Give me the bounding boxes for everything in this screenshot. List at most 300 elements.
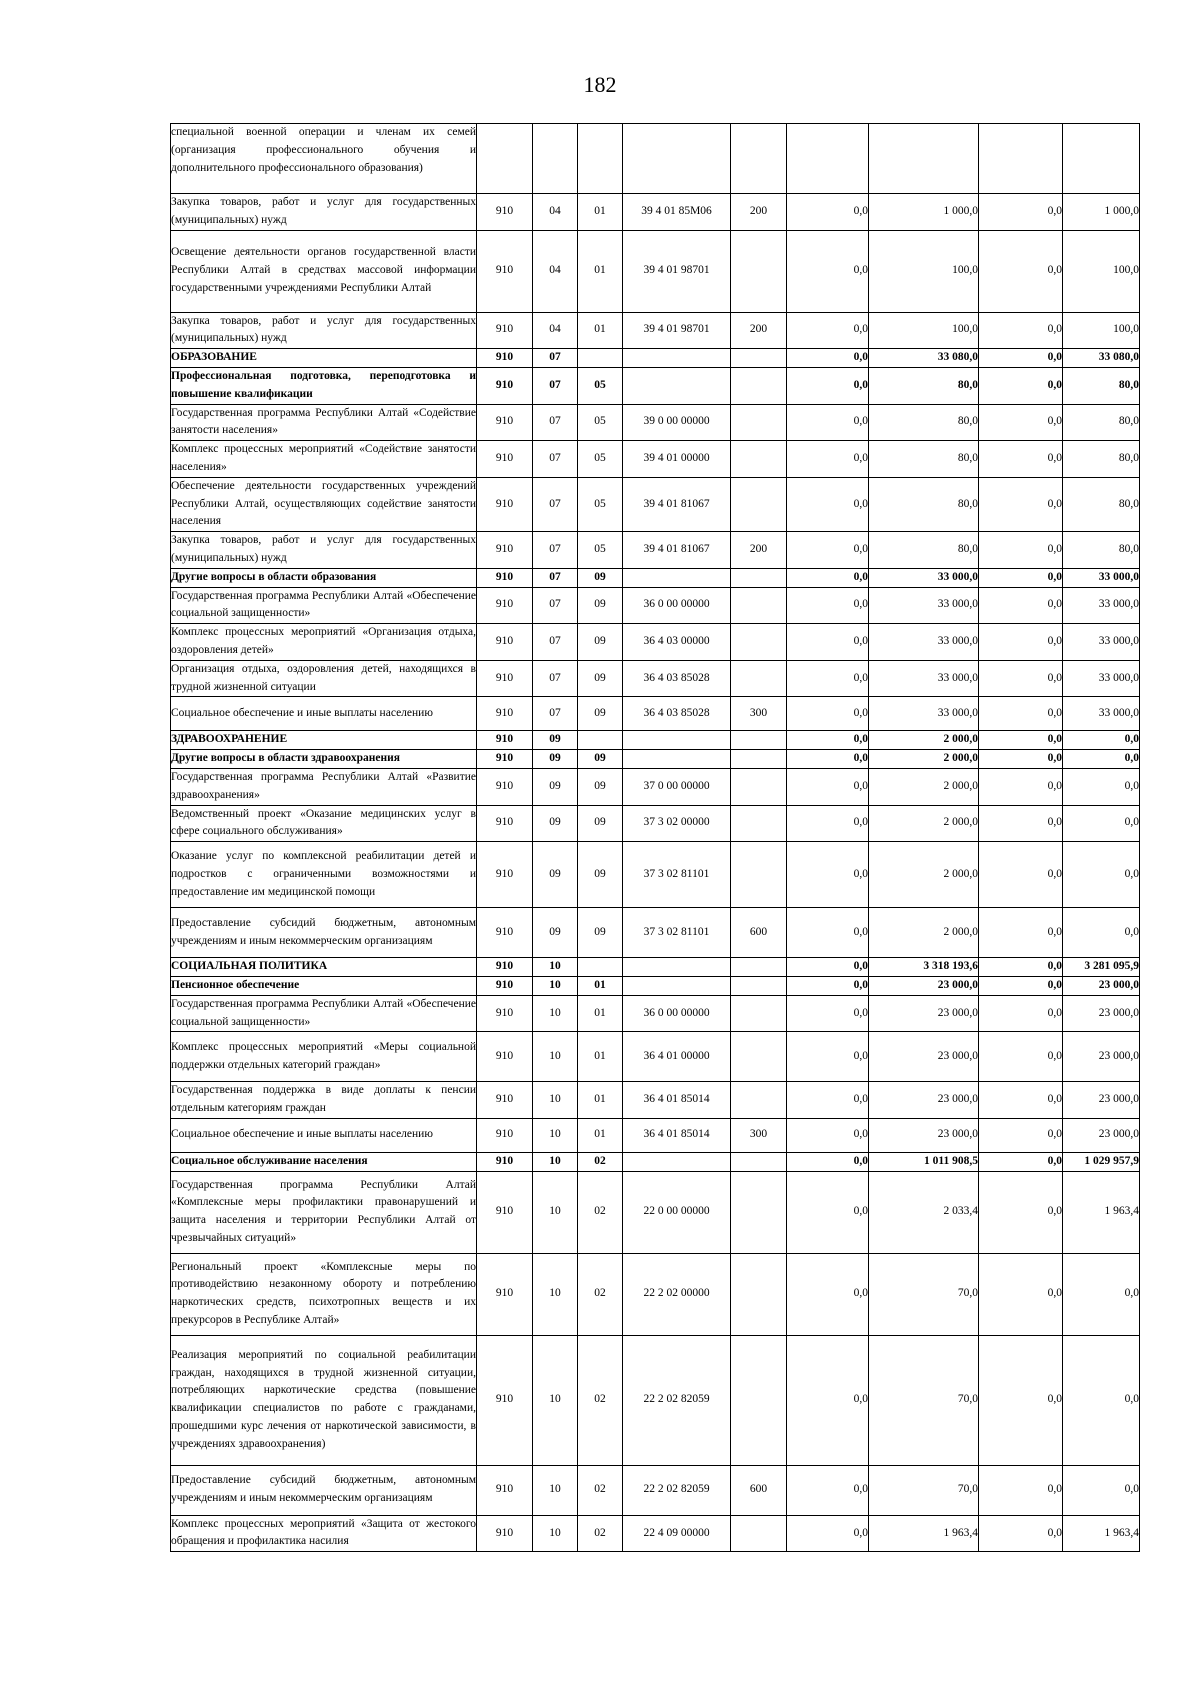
subsection-cell: 09	[578, 768, 623, 805]
row-name-text: Государственная программа Республики Алтай «Содействие занятости населения»	[171, 406, 476, 437]
amount-col4-cell: 23 000,0	[1063, 995, 1140, 1032]
target-article-cell: 22 0 00 00000	[623, 1171, 731, 1253]
amount-col3-cell: 0,0	[979, 768, 1063, 805]
expense-type-cell: 200	[731, 194, 787, 231]
grbs-cell: 910	[477, 312, 533, 349]
amount-col4-cell: 0,0	[1063, 1253, 1140, 1335]
expense-type-cell	[731, 750, 787, 769]
row-name	[171, 349, 477, 368]
table-row	[171, 995, 1140, 1032]
section-cell: 10	[533, 995, 578, 1032]
row-name-text: Пенсионное обеспечение	[171, 978, 300, 991]
section-cell: 10	[533, 1082, 578, 1119]
expense-type-cell	[731, 124, 787, 194]
amount-col3-cell: 0,0	[979, 477, 1063, 531]
section-cell: 07	[533, 532, 578, 569]
amount-col2-cell: 23 000,0	[869, 1082, 979, 1119]
section-cell: 07	[533, 441, 578, 478]
grbs-cell: 910	[477, 1118, 533, 1152]
subsection-cell: 05	[578, 477, 623, 531]
amount-col4-cell: 23 000,0	[1063, 1118, 1140, 1152]
grbs-cell: 910	[477, 697, 533, 731]
row-name	[171, 976, 477, 995]
row-name-text: Комплекс процессных мероприятий «Защита от жестокого обращения и профилактика насилия	[171, 1517, 476, 1548]
target-article-cell: 39 0 00 00000	[623, 404, 731, 441]
section-cell: 07	[533, 477, 578, 531]
target-article-cell: 36 4 03 00000	[623, 624, 731, 661]
section-cell: 10	[533, 1465, 578, 1515]
row-name	[171, 1465, 477, 1515]
amount-col2-cell: 2 000,0	[869, 768, 979, 805]
expense-type-cell	[731, 568, 787, 587]
table-row	[171, 768, 1140, 805]
amount-col3-cell: 0,0	[979, 441, 1063, 478]
amount-col2-cell: 33 000,0	[869, 587, 979, 624]
subsection-cell: 01	[578, 1032, 623, 1082]
amount-col1-cell	[787, 124, 869, 194]
table-row	[171, 976, 1140, 995]
amount-col3-cell: 0,0	[979, 660, 1063, 697]
subsection-cell	[578, 958, 623, 977]
row-name-text: Государственная программа Республики Алтай «Развитие здравоохранения»	[171, 770, 476, 801]
amount-col2-cell: 1 000,0	[869, 194, 979, 231]
amount-col3-cell: 0,0	[979, 1465, 1063, 1515]
amount-col2-cell: 100,0	[869, 312, 979, 349]
row-name-text: Комплекс процессных мероприятий «Меры социальной поддержки отдельных категорий граждан»	[171, 1041, 476, 1071]
amount-col3-cell: 0,0	[979, 312, 1063, 349]
amount-col1-cell: 0,0	[787, 1118, 869, 1152]
row-name	[171, 1118, 477, 1152]
amount-col3-cell: 0,0	[979, 1152, 1063, 1171]
target-article-cell	[623, 124, 731, 194]
grbs-cell: 910	[477, 1032, 533, 1082]
amount-col1-cell: 0,0	[787, 731, 869, 750]
section-cell: 09	[533, 805, 578, 842]
expense-type-cell: 200	[731, 312, 787, 349]
subsection-cell: 01	[578, 312, 623, 349]
row-name	[171, 768, 477, 805]
grbs-cell: 910	[477, 1082, 533, 1119]
row-name-text: Другие вопросы в области здравоохранения	[171, 752, 400, 765]
row-name	[171, 995, 477, 1032]
section-cell: 04	[533, 312, 578, 349]
amount-col4-cell: 0,0	[1063, 1335, 1140, 1465]
amount-col2-cell: 23 000,0	[869, 1118, 979, 1152]
amount-col2-cell: 80,0	[869, 404, 979, 441]
expense-type-cell: 600	[731, 1465, 787, 1515]
amount-col3-cell: 0,0	[979, 1032, 1063, 1082]
amount-col4-cell: 100,0	[1063, 312, 1140, 349]
target-article-cell	[623, 976, 731, 995]
row-name	[171, 731, 477, 750]
expense-type-cell	[731, 230, 787, 312]
subsection-cell: 02	[578, 1171, 623, 1253]
amount-col1-cell: 0,0	[787, 568, 869, 587]
table-row	[171, 367, 1140, 404]
section-cell: 09	[533, 731, 578, 750]
table-row	[171, 842, 1140, 908]
amount-col2-cell: 33 000,0	[869, 624, 979, 661]
section-cell: 10	[533, 1152, 578, 1171]
amount-col1-cell: 0,0	[787, 750, 869, 769]
row-name-text: Реализация мероприятий по социальной реабилитации граждан, находящихся в трудной жизненной ситуации, потребляющих наркотические средства (повышение квалификации специалистов по работе с гражданами, прошедшими курс лечения от наркотической зависимости, в учреждениях здравоохранения)	[171, 1348, 476, 1450]
amount-col1-cell: 0,0	[787, 441, 869, 478]
amount-col1-cell: 0,0	[787, 995, 869, 1032]
grbs-cell: 910	[477, 908, 533, 958]
table-row	[171, 1118, 1140, 1152]
amount-col3-cell: 0,0	[979, 805, 1063, 842]
section-cell: 07	[533, 568, 578, 587]
section-cell: 09	[533, 750, 578, 769]
expense-type-cell	[731, 349, 787, 368]
table-row	[171, 1465, 1140, 1515]
row-name	[171, 477, 477, 531]
amount-col1-cell: 0,0	[787, 1253, 869, 1335]
subsection-cell: 02	[578, 1465, 623, 1515]
table-row	[171, 1032, 1140, 1082]
row-name	[171, 568, 477, 587]
row-name	[171, 1171, 477, 1253]
expense-type-cell	[731, 441, 787, 478]
expense-type-cell	[731, 624, 787, 661]
section-cell: 04	[533, 194, 578, 231]
amount-col3-cell: 0,0	[979, 908, 1063, 958]
amount-col1-cell: 0,0	[787, 194, 869, 231]
row-name	[171, 1082, 477, 1119]
section-cell	[533, 124, 578, 194]
amount-col1-cell: 0,0	[787, 1465, 869, 1515]
amount-col4-cell: 80,0	[1063, 367, 1140, 404]
expense-type-cell: 600	[731, 908, 787, 958]
row-name	[171, 805, 477, 842]
table-row	[171, 1253, 1140, 1335]
expense-type-cell	[731, 1171, 787, 1253]
amount-col3-cell: 0,0	[979, 842, 1063, 908]
amount-col1-cell: 0,0	[787, 1171, 869, 1253]
target-article-cell: 36 4 03 85028	[623, 660, 731, 697]
amount-col3-cell: 0,0	[979, 1082, 1063, 1119]
table-row	[171, 1152, 1140, 1171]
amount-col1-cell: 0,0	[787, 1032, 869, 1082]
subsection-cell: 09	[578, 805, 623, 842]
subsection-cell: 09	[578, 587, 623, 624]
amount-col4-cell: 23 000,0	[1063, 1032, 1140, 1082]
row-name	[171, 367, 477, 404]
subsection-cell: 01	[578, 995, 623, 1032]
table-row	[171, 1515, 1140, 1552]
amount-col2-cell: 23 000,0	[869, 1032, 979, 1082]
expense-type-cell	[731, 805, 787, 842]
row-name-text: ЗДРАВООХРАНЕНИЕ	[171, 733, 288, 746]
amount-col1-cell: 0,0	[787, 1082, 869, 1119]
section-cell: 07	[533, 404, 578, 441]
amount-col4-cell: 33 000,0	[1063, 624, 1140, 661]
row-name	[171, 312, 477, 349]
table-row	[171, 568, 1140, 587]
subsection-cell	[578, 349, 623, 368]
amount-col1-cell: 0,0	[787, 230, 869, 312]
table-row	[171, 194, 1140, 231]
grbs-cell: 910	[477, 441, 533, 478]
target-article-cell: 37 3 02 00000	[623, 805, 731, 842]
grbs-cell: 910	[477, 1253, 533, 1335]
table-row	[171, 750, 1140, 769]
row-name	[171, 750, 477, 769]
amount-col2-cell: 33 080,0	[869, 349, 979, 368]
subsection-cell: 02	[578, 1335, 623, 1465]
amount-col4-cell: 33 000,0	[1063, 568, 1140, 587]
amount-col2-cell: 2 033,4	[869, 1171, 979, 1253]
table-row	[171, 697, 1140, 731]
amount-col4-cell: 23 000,0	[1063, 1082, 1140, 1119]
amount-col2-cell: 100,0	[869, 230, 979, 312]
amount-col4-cell: 1 963,4	[1063, 1171, 1140, 1253]
amount-col3-cell	[979, 124, 1063, 194]
expense-type-cell	[731, 660, 787, 697]
amount-col3-cell: 0,0	[979, 697, 1063, 731]
amount-col3-cell: 0,0	[979, 349, 1063, 368]
row-name	[171, 194, 477, 231]
target-article-cell: 36 4 03 85028	[623, 697, 731, 731]
expense-type-cell: 200	[731, 532, 787, 569]
row-name-text: Ведомственный проект «Оказание медицинских услуг в сфере социального обслуживания»	[171, 807, 476, 838]
amount-col1-cell: 0,0	[787, 1515, 869, 1552]
row-name-text: Оказание услуг по комплексной реабилитации детей и подростков с ограниченными возможностями и предоставление им медицинской помощи	[171, 849, 476, 898]
section-cell: 10	[533, 958, 578, 977]
subsection-cell: 09	[578, 568, 623, 587]
amount-col2-cell: 70,0	[869, 1253, 979, 1335]
target-article-cell: 36 4 01 00000	[623, 1032, 731, 1082]
row-name	[171, 958, 477, 977]
subsection-cell: 02	[578, 1253, 623, 1335]
grbs-cell: 910	[477, 805, 533, 842]
grbs-cell: 910	[477, 1152, 533, 1171]
amount-col1-cell: 0,0	[787, 1335, 869, 1465]
amount-col3-cell: 0,0	[979, 624, 1063, 661]
amount-col1-cell: 0,0	[787, 404, 869, 441]
expense-type-cell	[731, 1152, 787, 1171]
expense-type-cell	[731, 1082, 787, 1119]
grbs-cell: 910	[477, 1171, 533, 1253]
target-article-cell: 36 4 01 85014	[623, 1082, 731, 1119]
grbs-cell: 910	[477, 1335, 533, 1465]
target-article-cell	[623, 750, 731, 769]
row-name-text: Государственная поддержка в виде доплаты к пенсии отдельным категориям граждан	[171, 1084, 476, 1115]
target-article-cell: 39 4 01 85М06	[623, 194, 731, 231]
target-article-cell: 37 3 02 81101	[623, 842, 731, 908]
section-cell: 07	[533, 349, 578, 368]
target-article-cell: 37 3 02 81101	[623, 908, 731, 958]
expense-type-cell	[731, 404, 787, 441]
target-article-cell: 22 2 02 82059	[623, 1335, 731, 1465]
amount-col2-cell: 2 000,0	[869, 750, 979, 769]
subsection-cell: 05	[578, 404, 623, 441]
table-row	[171, 230, 1140, 312]
row-name-text: Государственная программа Республики Алтай «Обеспечение социальной защищенности»	[171, 997, 476, 1028]
expense-type-cell	[731, 1032, 787, 1082]
amount-col1-cell: 0,0	[787, 660, 869, 697]
grbs-cell: 910	[477, 587, 533, 624]
amount-col3-cell: 0,0	[979, 1335, 1063, 1465]
amount-col4-cell	[1063, 124, 1140, 194]
amount-col1-cell: 0,0	[787, 958, 869, 977]
amount-col4-cell: 0,0	[1063, 768, 1140, 805]
section-cell: 09	[533, 842, 578, 908]
grbs-cell: 910	[477, 477, 533, 531]
row-name-text: Предоставление субсидий бюджетным, автономным учреждениям и иным некоммерческим организациям	[171, 1474, 476, 1505]
row-name-text: Обеспечение деятельности государственных учреждений Республики Алтай, осуществляющих содействие занятости населения	[171, 479, 476, 528]
grbs-cell: 910	[477, 750, 533, 769]
row-name	[171, 404, 477, 441]
row-name-text: Другие вопросы в области образования	[171, 570, 377, 583]
grbs-cell: 910	[477, 976, 533, 995]
grbs-cell: 910	[477, 404, 533, 441]
grbs-cell: 910	[477, 660, 533, 697]
row-name-text: Региональный проект «Комплексные меры по противодействию незаконному обороту и потреблению наркотических средств, психотропных веществ и их прекурсоров в Республике Алтай»	[171, 1260, 476, 1326]
row-name-text: Комплекс процессных мероприятий «Содействие занятости населения»	[171, 443, 476, 473]
table-row	[171, 958, 1140, 977]
table-row	[171, 532, 1140, 569]
section-cell: 10	[533, 1253, 578, 1335]
target-article-cell	[623, 568, 731, 587]
expense-type-cell	[731, 587, 787, 624]
row-name-text: Организация отдыха, оздоровления детей, находящихся в трудной жизненной ситуации	[171, 662, 476, 693]
row-name-text: ОБРАЗОВАНИЕ	[171, 351, 257, 364]
amount-col3-cell: 0,0	[979, 731, 1063, 750]
section-cell: 07	[533, 697, 578, 731]
amount-col4-cell: 1 963,4	[1063, 1515, 1140, 1552]
amount-col4-cell: 3 281 095,9	[1063, 958, 1140, 977]
amount-col2-cell: 2 000,0	[869, 842, 979, 908]
amount-col1-cell: 0,0	[787, 532, 869, 569]
amount-col3-cell: 0,0	[979, 194, 1063, 231]
amount-col4-cell: 33 000,0	[1063, 697, 1140, 731]
expense-type-cell: 300	[731, 1118, 787, 1152]
subsection-cell: 09	[578, 908, 623, 958]
expense-type-cell	[731, 1253, 787, 1335]
amount-col1-cell: 0,0	[787, 768, 869, 805]
target-article-cell: 39 4 01 98701	[623, 312, 731, 349]
row-name-text: Социальное обеспечение и иные выплаты населению	[171, 1128, 433, 1141]
row-name-text: Освещение деятельности органов государственной власти Республики Алтай в средствах массовой информации государственными учреждениями Республики Алтай	[171, 246, 476, 294]
amount-col4-cell: 80,0	[1063, 532, 1140, 569]
table-row	[171, 1082, 1140, 1119]
grbs-cell: 910	[477, 842, 533, 908]
amount-col4-cell: 33 080,0	[1063, 349, 1140, 368]
amount-col2-cell: 2 000,0	[869, 731, 979, 750]
grbs-cell: 910	[477, 194, 533, 231]
amount-col2-cell: 70,0	[869, 1335, 979, 1465]
row-name-text: Закупка товаров, работ и услуг для государственных (муниципальных) нужд	[171, 314, 476, 345]
amount-col3-cell: 0,0	[979, 230, 1063, 312]
amount-col3-cell: 0,0	[979, 404, 1063, 441]
table-row	[171, 1335, 1140, 1465]
section-cell: 10	[533, 1118, 578, 1152]
amount-col4-cell: 33 000,0	[1063, 660, 1140, 697]
expense-type-cell: 300	[731, 697, 787, 731]
target-article-cell: 37 0 00 00000	[623, 768, 731, 805]
amount-col2-cell: 2 000,0	[869, 805, 979, 842]
amount-col4-cell: 23 000,0	[1063, 976, 1140, 995]
target-article-cell: 39 4 01 81067	[623, 477, 731, 531]
amount-col4-cell: 80,0	[1063, 441, 1140, 478]
row-name-text: Предоставление субсидий бюджетным, автономным учреждениям и иным некоммерческим организациям	[171, 916, 476, 947]
table-row	[171, 908, 1140, 958]
expense-type-cell	[731, 1515, 787, 1552]
subsection-cell: 09	[578, 660, 623, 697]
amount-col3-cell: 0,0	[979, 587, 1063, 624]
row-name	[171, 697, 477, 731]
grbs-cell: 910	[477, 1465, 533, 1515]
section-cell: 10	[533, 1032, 578, 1082]
row-name	[171, 124, 477, 194]
amount-col1-cell: 0,0	[787, 312, 869, 349]
subsection-cell: 09	[578, 697, 623, 731]
amount-col3-cell: 0,0	[979, 1253, 1063, 1335]
amount-col2-cell: 1 963,4	[869, 1515, 979, 1552]
target-article-cell	[623, 349, 731, 368]
amount-col1-cell: 0,0	[787, 976, 869, 995]
section-cell: 04	[533, 230, 578, 312]
row-name-text: Профессиональная подготовка, переподготовка и повышение квалификации	[171, 369, 476, 400]
row-name	[171, 1335, 477, 1465]
row-name-text: Государственная программа Республики Алтай «Обеспечение социальной защищенности»	[171, 589, 476, 620]
row-name	[171, 842, 477, 908]
subsection-cell: 02	[578, 1515, 623, 1552]
subsection-cell	[578, 124, 623, 194]
row-name-text: Социальное обслуживание населения	[171, 1154, 368, 1167]
amount-col3-cell: 0,0	[979, 995, 1063, 1032]
target-article-cell: 39 4 01 81067	[623, 532, 731, 569]
amount-col4-cell: 0,0	[1063, 842, 1140, 908]
table-row	[171, 731, 1140, 750]
amount-col3-cell: 0,0	[979, 367, 1063, 404]
amount-col2-cell: 80,0	[869, 477, 979, 531]
row-name-text: Закупка товаров, работ и услуг для государственных (муниципальных) нужд	[171, 196, 476, 226]
grbs-cell: 910	[477, 768, 533, 805]
target-article-cell: 22 2 02 00000	[623, 1253, 731, 1335]
amount-col1-cell: 0,0	[787, 349, 869, 368]
amount-col4-cell: 0,0	[1063, 750, 1140, 769]
expense-type-cell	[731, 731, 787, 750]
amount-col3-cell: 0,0	[979, 976, 1063, 995]
table-row	[171, 441, 1140, 478]
grbs-cell: 910	[477, 532, 533, 569]
target-article-cell	[623, 367, 731, 404]
row-name-text: СОЦИАЛЬНАЯ ПОЛИТИКА	[171, 960, 328, 973]
expense-type-cell	[731, 1335, 787, 1465]
table-row	[171, 1171, 1140, 1253]
grbs-cell: 910	[477, 1515, 533, 1552]
amount-col2-cell: 23 000,0	[869, 995, 979, 1032]
amount-col2-cell: 2 000,0	[869, 908, 979, 958]
target-article-cell: 39 4 01 00000	[623, 441, 731, 478]
row-name-text: специальной военной операции и членам их семей (организация профессионального обучения и дополнительного профессионального образования)	[171, 126, 476, 174]
section-cell: 10	[533, 976, 578, 995]
amount-col2-cell	[869, 124, 979, 194]
target-article-cell	[623, 958, 731, 977]
grbs-cell: 910	[477, 230, 533, 312]
amount-col1-cell: 0,0	[787, 1152, 869, 1171]
amount-col4-cell: 0,0	[1063, 805, 1140, 842]
amount-col4-cell: 80,0	[1063, 404, 1140, 441]
amount-col1-cell: 0,0	[787, 624, 869, 661]
section-cell: 10	[533, 1335, 578, 1465]
row-name	[171, 624, 477, 661]
target-article-cell: 36 0 00 00000	[623, 995, 731, 1032]
amount-col1-cell: 0,0	[787, 842, 869, 908]
amount-col3-cell: 0,0	[979, 750, 1063, 769]
